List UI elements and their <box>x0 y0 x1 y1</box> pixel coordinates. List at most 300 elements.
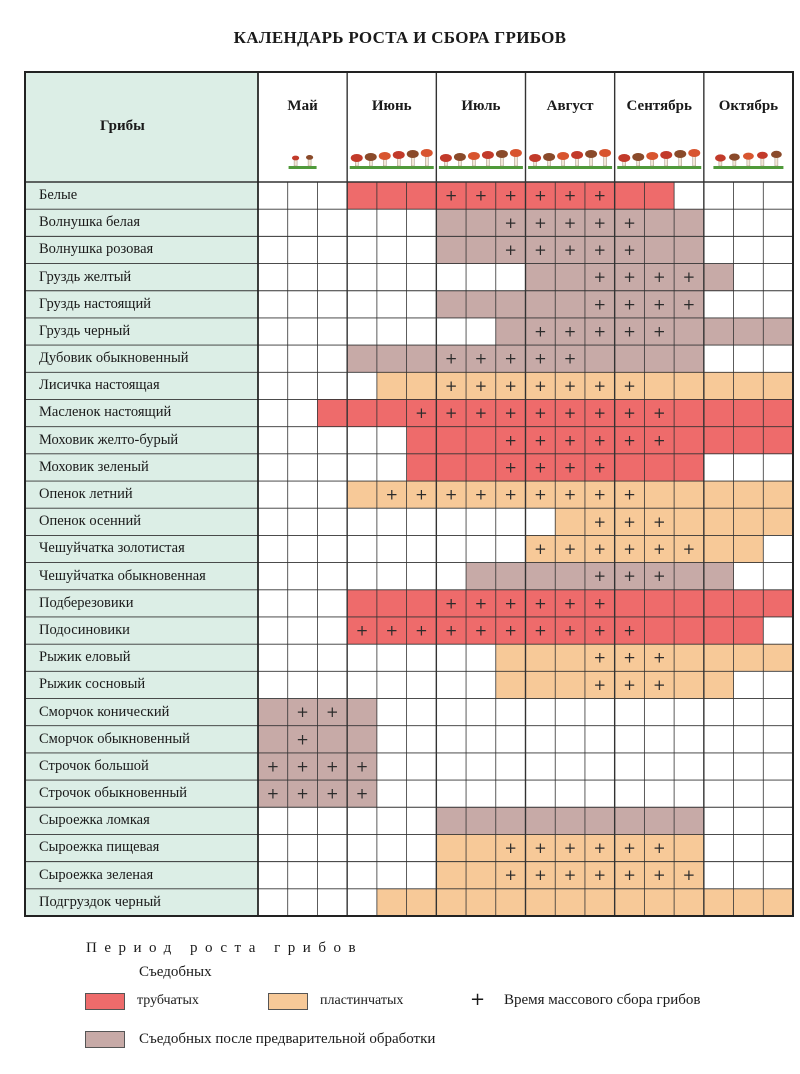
mass-harvest-mark: + <box>623 213 636 232</box>
mass-harvest-mark: + <box>296 703 309 722</box>
growth-cell <box>526 291 556 318</box>
mushroom-name: Волнушка розовая <box>39 241 154 258</box>
mushroom-name: Сыроежка зеленая <box>39 866 154 883</box>
mushroom-name: Груздь черный <box>39 322 131 339</box>
mass-harvest-mark: + <box>474 594 488 613</box>
mass-harvest-mark: + <box>326 703 339 722</box>
month-label: Июль <box>461 98 501 114</box>
growth-cell <box>436 209 466 236</box>
mushroom-name: Белые <box>39 187 78 203</box>
growth-cell <box>674 345 704 372</box>
mushroom-name: Сыроежка пищевая <box>39 839 160 856</box>
mass-harvest-mark: + <box>623 839 636 858</box>
mass-harvest-mark: + <box>504 240 517 259</box>
mass-harvest-mark: + <box>534 485 547 504</box>
mushroom-name: Моховик желто-бурый <box>39 431 179 448</box>
mass-harvest-mark: + <box>534 431 547 450</box>
mass-harvest-mark: + <box>623 404 636 423</box>
growth-cell <box>258 699 288 726</box>
growth-cell <box>644 182 674 209</box>
mushroom-name: Лисичка настоящая <box>39 377 160 394</box>
legend-processing-swatch <box>85 1031 125 1048</box>
growth-cell <box>674 617 704 644</box>
mass-harvest-mark: + <box>504 839 517 858</box>
growth-cell <box>555 563 585 590</box>
mass-harvest-mark: + <box>593 594 607 613</box>
mass-harvest-mark: + <box>534 540 547 558</box>
legend-plus-icon: + <box>470 989 486 1010</box>
growth-cell <box>436 807 466 834</box>
growth-cell <box>466 291 496 318</box>
mass-harvest-mark: + <box>563 839 577 858</box>
mass-harvest-mark: + <box>652 322 666 341</box>
mass-harvest-mark: + <box>504 485 517 504</box>
growth-cell <box>704 508 734 535</box>
growth-cell <box>585 807 615 834</box>
growth-cell <box>674 807 704 834</box>
growth-cell <box>644 345 674 372</box>
mass-harvest-mark: + <box>593 458 607 477</box>
mass-harvest-mark: + <box>623 648 636 667</box>
mass-harvest-mark: + <box>563 186 577 205</box>
mass-harvest-mark: + <box>415 621 428 640</box>
mass-harvest-mark: + <box>534 322 547 341</box>
legend-tubular-label: трубчатых <box>137 993 199 1008</box>
mass-harvest-mark: + <box>534 404 547 423</box>
mass-harvest-mark: + <box>266 784 280 803</box>
mass-harvest-mark: + <box>296 730 309 749</box>
mass-harvest-mark: + <box>534 458 547 477</box>
mass-harvest-mark: + <box>534 594 547 613</box>
mass-harvest-mark: + <box>593 295 607 314</box>
growth-cell <box>734 372 764 399</box>
mass-harvest-mark: + <box>593 866 607 885</box>
mass-harvest-mark: + <box>682 540 696 558</box>
growth-cell <box>763 318 793 345</box>
growth-cell <box>704 372 734 399</box>
growth-cell <box>734 590 764 617</box>
mass-harvest-mark: + <box>593 322 607 341</box>
mass-harvest-mark: + <box>563 621 577 640</box>
mass-harvest-mark: + <box>563 404 577 423</box>
growth-cell <box>704 590 734 617</box>
header-mushrooms: Грибы <box>100 118 145 134</box>
mass-harvest-mark: + <box>682 295 696 314</box>
mass-harvest-mark: + <box>534 621 547 640</box>
mushroom-name: Чешуйчатка обыкновенная <box>39 567 206 584</box>
growth-cell <box>674 372 704 399</box>
mass-harvest-mark: + <box>444 376 458 395</box>
mass-harvest-mark: + <box>563 431 577 450</box>
growth-cell <box>466 862 496 889</box>
mass-harvest-mark: + <box>444 186 458 205</box>
growth-cell <box>555 508 585 535</box>
legend-lamellar-label: пластинчатых <box>320 993 404 1008</box>
mass-harvest-mark: + <box>623 866 636 885</box>
growth-cell <box>466 563 496 590</box>
mass-harvest-mark: + <box>534 866 547 885</box>
growth-cell <box>466 454 496 481</box>
mushroom-name: Подосиновики <box>39 621 130 638</box>
mushroom-name: Чешуйчатка золотистая <box>39 540 185 557</box>
mass-harvest-mark: + <box>593 512 607 531</box>
mass-harvest-mark: + <box>652 567 666 586</box>
mass-harvest-mark: + <box>296 784 309 803</box>
month-label: Сентябрь <box>626 98 692 114</box>
growth-cell <box>407 889 437 916</box>
mass-harvest-mark: + <box>652 540 666 558</box>
growth-cell <box>407 182 437 209</box>
growth-cell <box>704 318 734 345</box>
mushroom-name: Сыроежка ломкая <box>39 812 150 829</box>
growth-cell <box>496 318 526 345</box>
mass-harvest-mark: + <box>326 784 339 803</box>
legend-processing-label: Съедобных после предварительной обработки <box>139 1031 436 1047</box>
legend-mass-label: Время массового сбора грибов <box>504 992 701 1008</box>
growth-cell <box>674 209 704 236</box>
growth-cell <box>674 454 704 481</box>
mass-harvest-mark: + <box>474 485 488 504</box>
mass-harvest-mark: + <box>623 268 636 287</box>
mass-harvest-mark: + <box>504 186 517 205</box>
growth-cell <box>763 590 793 617</box>
growth-cell <box>466 236 496 263</box>
mushroom-name: Рыжик сосновый <box>39 676 146 693</box>
growth-cell <box>377 590 407 617</box>
growth-cell <box>674 481 704 508</box>
growth-cell <box>377 889 407 916</box>
growth-cell <box>347 590 377 617</box>
growth-cell <box>585 345 615 372</box>
mushroom-name: Опенок летний <box>39 486 133 503</box>
mass-harvest-mark: + <box>623 540 636 558</box>
growth-cell <box>763 889 793 916</box>
mass-harvest-mark: + <box>534 839 547 858</box>
growth-cell <box>436 236 466 263</box>
mass-harvest-mark: + <box>652 295 666 314</box>
mass-harvest-mark: + <box>534 240 547 259</box>
legend-tubular-swatch <box>85 993 125 1010</box>
growth-cell <box>555 889 585 916</box>
mass-harvest-mark: + <box>355 757 369 776</box>
mass-harvest-mark: + <box>563 540 577 558</box>
growth-cell <box>347 399 377 426</box>
growth-cell <box>674 236 704 263</box>
growth-cell <box>526 563 556 590</box>
mass-harvest-mark: + <box>593 213 607 232</box>
mushroom-name: Груздь настоящий <box>39 295 151 312</box>
growth-cell <box>674 889 704 916</box>
growth-cell <box>763 372 793 399</box>
mass-harvest-mark: + <box>563 485 577 504</box>
mushroom-name: Дубовик обыкновенный <box>39 350 189 367</box>
legend-lamellar-swatch <box>268 993 308 1010</box>
mass-harvest-mark: + <box>563 376 577 395</box>
growth-cell <box>734 617 764 644</box>
mass-harvest-mark: + <box>623 240 636 259</box>
mass-harvest-mark: + <box>563 240 577 259</box>
growth-cell <box>674 834 704 861</box>
growth-cell <box>734 644 764 671</box>
growth-cell <box>704 563 734 590</box>
month-label: Август <box>546 98 594 114</box>
growth-cell <box>704 264 734 291</box>
mass-harvest-mark: + <box>563 322 577 341</box>
growth-cell <box>644 236 674 263</box>
legend-edible: Съедобных <box>139 964 212 980</box>
growth-cell <box>407 454 437 481</box>
growth-cell <box>704 617 734 644</box>
mass-harvest-mark: + <box>444 404 458 423</box>
mass-harvest-mark: + <box>593 431 607 450</box>
growth-cell <box>555 671 585 698</box>
mass-harvest-mark: + <box>652 512 666 531</box>
growth-cell <box>496 644 526 671</box>
growth-cell <box>377 345 407 372</box>
growth-cell <box>496 889 526 916</box>
mass-harvest-mark: + <box>504 458 517 477</box>
growth-cell <box>526 264 556 291</box>
mass-harvest-mark: + <box>563 458 577 477</box>
growth-cell <box>555 807 585 834</box>
growth-cell <box>674 318 704 345</box>
mass-harvest-mark: + <box>266 757 280 776</box>
mushroom-name: Волнушка белая <box>39 214 140 231</box>
mass-harvest-mark: + <box>444 621 458 640</box>
mass-harvest-mark: + <box>504 404 517 423</box>
page-title: КАЛЕНДАРЬ РОСТА И СБОРА ГРИБОВ <box>233 28 567 47</box>
mass-harvest-mark: + <box>355 621 369 640</box>
mushroom-name: Строчок обыкновенный <box>39 785 187 802</box>
growth-cell <box>377 182 407 209</box>
mushroom-name: Рыжик еловый <box>39 649 131 666</box>
growth-cell <box>615 454 645 481</box>
mass-harvest-mark: + <box>593 268 607 287</box>
growth-cell <box>347 481 377 508</box>
growth-cell <box>496 807 526 834</box>
growth-cell <box>436 862 466 889</box>
mass-harvest-mark: + <box>652 431 666 450</box>
growth-cell <box>644 454 674 481</box>
mass-harvest-mark: + <box>623 675 636 694</box>
growth-cell <box>734 508 764 535</box>
mass-harvest-mark: + <box>593 675 607 694</box>
mass-harvest-mark: + <box>444 594 458 613</box>
growth-cell <box>317 399 347 426</box>
mass-harvest-mark: + <box>623 621 636 640</box>
mushroom-cluster-icon <box>439 149 523 169</box>
mass-harvest-mark: + <box>444 349 458 368</box>
growth-cell <box>466 209 496 236</box>
growth-cell <box>704 481 734 508</box>
growth-cell <box>763 644 793 671</box>
mass-harvest-mark: + <box>682 866 696 885</box>
mass-harvest-mark: + <box>593 540 607 558</box>
growth-cell <box>347 699 377 726</box>
growth-cell <box>466 889 496 916</box>
mass-harvest-mark: + <box>534 213 547 232</box>
growth-cell <box>644 889 674 916</box>
growth-cell <box>615 807 645 834</box>
growth-cell <box>734 427 764 454</box>
mass-harvest-mark: + <box>296 757 309 776</box>
mass-harvest-mark: + <box>534 186 547 205</box>
growth-cell <box>674 563 704 590</box>
month-label: Май <box>287 98 318 114</box>
mushroom-cluster-icon <box>617 149 701 169</box>
growth-cell <box>644 481 674 508</box>
growth-cell <box>526 807 556 834</box>
mass-harvest-mark: + <box>504 621 517 640</box>
growth-cell <box>615 889 645 916</box>
growth-cell <box>704 671 734 698</box>
growth-cell <box>615 590 645 617</box>
mass-harvest-mark: + <box>326 757 339 776</box>
mass-harvest-mark: + <box>385 621 399 640</box>
mass-harvest-mark: + <box>593 376 607 395</box>
growth-cell <box>734 399 764 426</box>
mass-harvest-mark: + <box>474 404 488 423</box>
mass-harvest-mark: + <box>474 621 488 640</box>
growth-cell <box>704 644 734 671</box>
growth-cell <box>436 889 466 916</box>
growth-cell <box>466 807 496 834</box>
growth-cell <box>615 345 645 372</box>
growth-cell <box>704 399 734 426</box>
growth-cell <box>258 726 288 753</box>
mass-harvest-mark: + <box>623 376 636 395</box>
month-label: Октябрь <box>718 98 779 114</box>
mass-harvest-mark: + <box>652 675 666 694</box>
growth-cell <box>377 399 407 426</box>
growth-cell <box>555 644 585 671</box>
mushroom-name: Строчок большой <box>39 757 149 774</box>
mass-harvest-mark: + <box>563 349 577 368</box>
growth-cell <box>347 345 377 372</box>
growth-cell <box>674 644 704 671</box>
mass-harvest-mark: + <box>534 349 547 368</box>
mass-harvest-mark: + <box>593 648 607 667</box>
mass-harvest-mark: + <box>593 186 607 205</box>
mass-harvest-mark: + <box>623 322 636 341</box>
growth-cell <box>644 209 674 236</box>
growth-cell <box>644 617 674 644</box>
mushroom-name: Масленок настоящий <box>39 404 172 421</box>
growth-cell <box>436 427 466 454</box>
growth-cell <box>674 590 704 617</box>
growth-cell <box>466 834 496 861</box>
mass-harvest-mark: + <box>444 485 458 504</box>
growth-cell <box>526 671 556 698</box>
mushroom-name: Сморчок обыкновенный <box>39 730 190 747</box>
mass-harvest-mark: + <box>474 376 488 395</box>
growth-cell <box>674 671 704 698</box>
mushroom-name: Подберезовики <box>39 594 134 611</box>
mass-harvest-mark: + <box>474 349 488 368</box>
growth-cell <box>466 427 496 454</box>
mass-harvest-mark: + <box>652 268 666 287</box>
mass-harvest-mark: + <box>623 295 636 314</box>
mass-harvest-mark: + <box>652 839 666 858</box>
growth-cell <box>526 644 556 671</box>
mass-harvest-mark: + <box>415 485 428 504</box>
mushroom-name: Груздь желтый <box>39 268 132 285</box>
growth-cell <box>763 508 793 535</box>
mushroom-cluster-icon <box>289 155 317 169</box>
growth-cell <box>763 427 793 454</box>
mass-harvest-mark: + <box>623 512 636 531</box>
growth-cell <box>734 535 764 562</box>
mushroom-name: Подгруздок черный <box>39 893 161 910</box>
mass-harvest-mark: + <box>593 567 607 586</box>
growth-cell <box>555 264 585 291</box>
mushroom-name: Сморчок конический <box>39 703 170 720</box>
mass-harvest-mark: + <box>652 404 666 423</box>
growth-cell <box>644 807 674 834</box>
growth-cell <box>407 372 437 399</box>
growth-cell <box>317 726 347 753</box>
legend-title: Период роста грибов <box>86 940 364 956</box>
growth-cell <box>704 427 734 454</box>
growth-cell <box>704 889 734 916</box>
mushroom-name: Моховик зеленый <box>39 458 149 475</box>
growth-cell <box>734 481 764 508</box>
growth-cell <box>555 291 585 318</box>
mass-harvest-mark: + <box>504 376 517 395</box>
mushroom-cluster-icon <box>350 149 434 169</box>
growth-cell <box>704 535 734 562</box>
growth-cell <box>763 399 793 426</box>
mass-harvest-mark: + <box>593 404 607 423</box>
growth-cell <box>674 399 704 426</box>
mass-harvest-mark: + <box>682 268 696 287</box>
mass-harvest-mark: + <box>623 485 636 504</box>
growth-cell <box>734 318 764 345</box>
mass-harvest-mark: + <box>504 213 517 232</box>
growth-cell <box>496 671 526 698</box>
mass-harvest-mark: + <box>593 240 607 259</box>
growth-cell <box>496 563 526 590</box>
mass-harvest-mark: + <box>652 866 666 885</box>
mass-harvest-mark: + <box>623 431 636 450</box>
mass-harvest-mark: + <box>474 186 488 205</box>
growth-cell <box>585 889 615 916</box>
mass-harvest-mark: + <box>415 404 428 423</box>
growth-cell <box>644 372 674 399</box>
growth-cell <box>407 590 437 617</box>
mushroom-cluster-icon <box>713 151 783 169</box>
growth-cell <box>407 427 437 454</box>
growth-cell <box>407 345 437 372</box>
mass-harvest-mark: + <box>563 213 577 232</box>
growth-cell <box>347 182 377 209</box>
growth-cell <box>763 481 793 508</box>
mass-harvest-mark: + <box>504 594 517 613</box>
mass-harvest-mark: + <box>504 349 517 368</box>
mass-harvest-mark: + <box>623 567 636 586</box>
growth-cell <box>644 590 674 617</box>
mass-harvest-mark: + <box>534 376 547 395</box>
mushroom-cluster-icon <box>528 149 612 169</box>
growth-cell <box>436 454 466 481</box>
month-label: Июнь <box>371 98 412 114</box>
growth-cell <box>526 889 556 916</box>
mass-harvest-mark: + <box>593 839 607 858</box>
growth-cell <box>377 372 407 399</box>
mass-harvest-mark: + <box>504 866 517 885</box>
mass-harvest-mark: + <box>355 784 369 803</box>
growth-cell <box>674 427 704 454</box>
